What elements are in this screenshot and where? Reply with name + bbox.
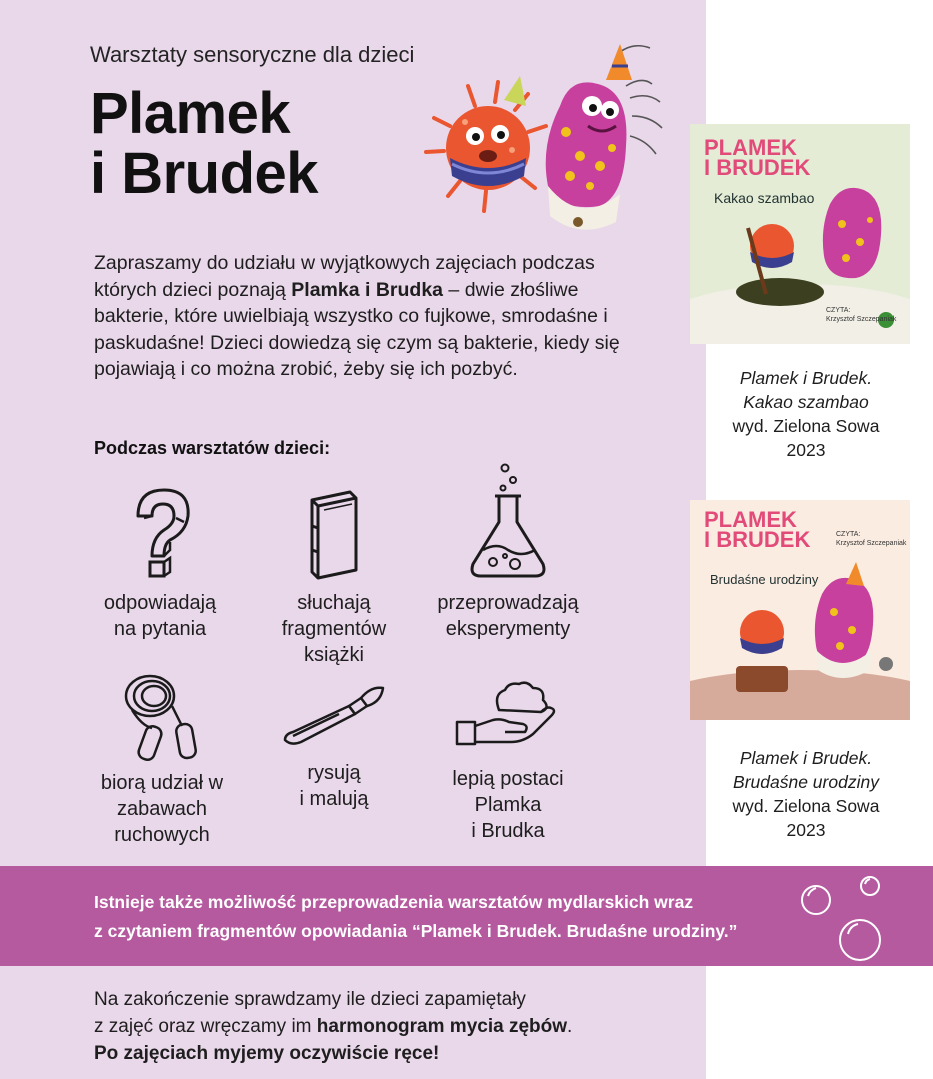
cover-logo [704, 507, 811, 552]
page-subtitle: Warsztaty sensoryczne dla dzieci [90, 42, 415, 67]
intro-text-2: – dwie złośliwe bakterie, które uwielbiają wszystko co fujkowe, smrodaśne i paskudaśne! Dzieci dowiedzą się czym są bakterie, kiedy się pojawiają i co można zrobić, żeby się ich pozbyć. [94, 278, 620, 380]
book-publisher: wyd. Zielona Sowa [732, 796, 880, 816]
activity-experiments [428, 462, 588, 642]
activity-label-line: odpowiadają [103, 592, 217, 614]
activity-label-line: biorą udział w [100, 772, 224, 794]
book-title: Plamek i Brudek. [739, 368, 873, 388]
cover-reader-name: Krzysztof Szczepaniak [836, 540, 907, 547]
book-cover-kakao-szambao [690, 124, 910, 344]
activity-answer-questions [90, 486, 230, 642]
book-year: 2023 [786, 440, 826, 460]
book-cover-brudasne-urodziny [690, 500, 910, 720]
cover-subtitle: Brudaśne urodziny [710, 572, 819, 587]
closing-line: Na zakończenie sprawdzamy ile dzieci zapamiętały [94, 989, 526, 1010]
closing-paragraph [94, 986, 694, 1067]
book-caption-2 [706, 746, 906, 842]
activity-draw-paint [264, 682, 404, 812]
activity-label-line: na pytania [113, 618, 207, 640]
book-icon [294, 486, 374, 586]
question-mark-icon [120, 486, 200, 586]
book-subtitle: Kakao szambao [743, 392, 869, 412]
activity-label-line: Plamka [474, 794, 542, 816]
activity-label-line: i Brudka [471, 820, 545, 842]
activity-label-line: książki [303, 644, 364, 666]
activities-heading: Podczas warsztatów dzieci: [94, 438, 331, 458]
intro-bold-names: Plamka i Brudka [291, 278, 444, 301]
intro-paragraph [94, 250, 654, 383]
activity-sculpt-characters [428, 680, 588, 844]
page-title [90, 81, 319, 206]
book-publisher: wyd. Zielona Sowa [732, 416, 880, 436]
cover-reader-name: Krzysztof Szczepaniak [826, 316, 897, 323]
brudek-character [546, 44, 662, 230]
banner-line: z czytaniem fragmentów opowiadania “Plamek i Brudek. Brudaśne urodziny.” [94, 921, 738, 941]
title-line-1: Plamek [90, 81, 291, 146]
activity-label-line: lepią postaci [452, 768, 564, 790]
cover-reader [826, 306, 896, 324]
cover-subtitle: Kakao szambao [714, 190, 815, 206]
cover-reader-label: CZYTA: [826, 307, 851, 314]
banner-line: Istnieje także możliwość przeprowadzenia warsztatów mydlarskich wraz [94, 892, 694, 912]
activity-label-line: słuchają [297, 592, 371, 614]
soap-bubbles-icon [796, 870, 896, 962]
activity-label-line: rysują [307, 762, 361, 784]
closing-period: . [567, 1016, 573, 1037]
activity-label-line: ruchowych [114, 824, 210, 846]
jump-rope-icon [102, 666, 222, 766]
flask-icon [463, 462, 553, 586]
soap-workshop-banner [0, 866, 933, 966]
cover-reader [836, 530, 906, 548]
banner-text [94, 888, 794, 946]
cover-title-line: I BRUDEK [704, 155, 811, 180]
closing-bold-line: Po zajęciach myjemy oczywiście ręce! [94, 1043, 440, 1064]
book-title: Plamek i Brudek. [739, 748, 873, 768]
cover-logo [704, 135, 811, 180]
closing-bold-schedule: harmonogram mycia zębów [316, 1016, 568, 1037]
cover-title-line: I BRUDEK [704, 527, 811, 552]
hand-clay-icon [453, 680, 563, 752]
title-line-2: i Brudek [90, 141, 319, 206]
closing-text: z zajęć oraz wręczamy im [94, 1016, 317, 1037]
characters-illustration [420, 36, 670, 246]
activity-label-line: fragmentów [281, 618, 387, 640]
activity-movement-games [86, 666, 238, 848]
plamek-character [426, 76, 546, 211]
cover-title-line: PLAMEK [704, 507, 797, 532]
book-caption-1 [706, 366, 906, 462]
cover-title-line: PLAMEK [704, 135, 797, 160]
activity-label-line: eksperymenty [445, 618, 571, 640]
activity-label-line: zabawach [116, 798, 208, 820]
activity-label-line: przeprowadzają [437, 592, 579, 614]
paintbrush-icon [279, 682, 389, 748]
book-subtitle: Brudaśne urodziny [733, 772, 879, 792]
intro-text-1: Zapraszamy do udziału w wyjątkowych zajęciach podczas których dzieci poznają [94, 252, 595, 301]
cover-reader-label: CZYTA: [836, 531, 861, 538]
activity-listen-book [264, 486, 404, 668]
book-year: 2023 [786, 820, 826, 840]
closing-line [94, 1013, 694, 1040]
activity-label-line: i malują [299, 788, 369, 810]
